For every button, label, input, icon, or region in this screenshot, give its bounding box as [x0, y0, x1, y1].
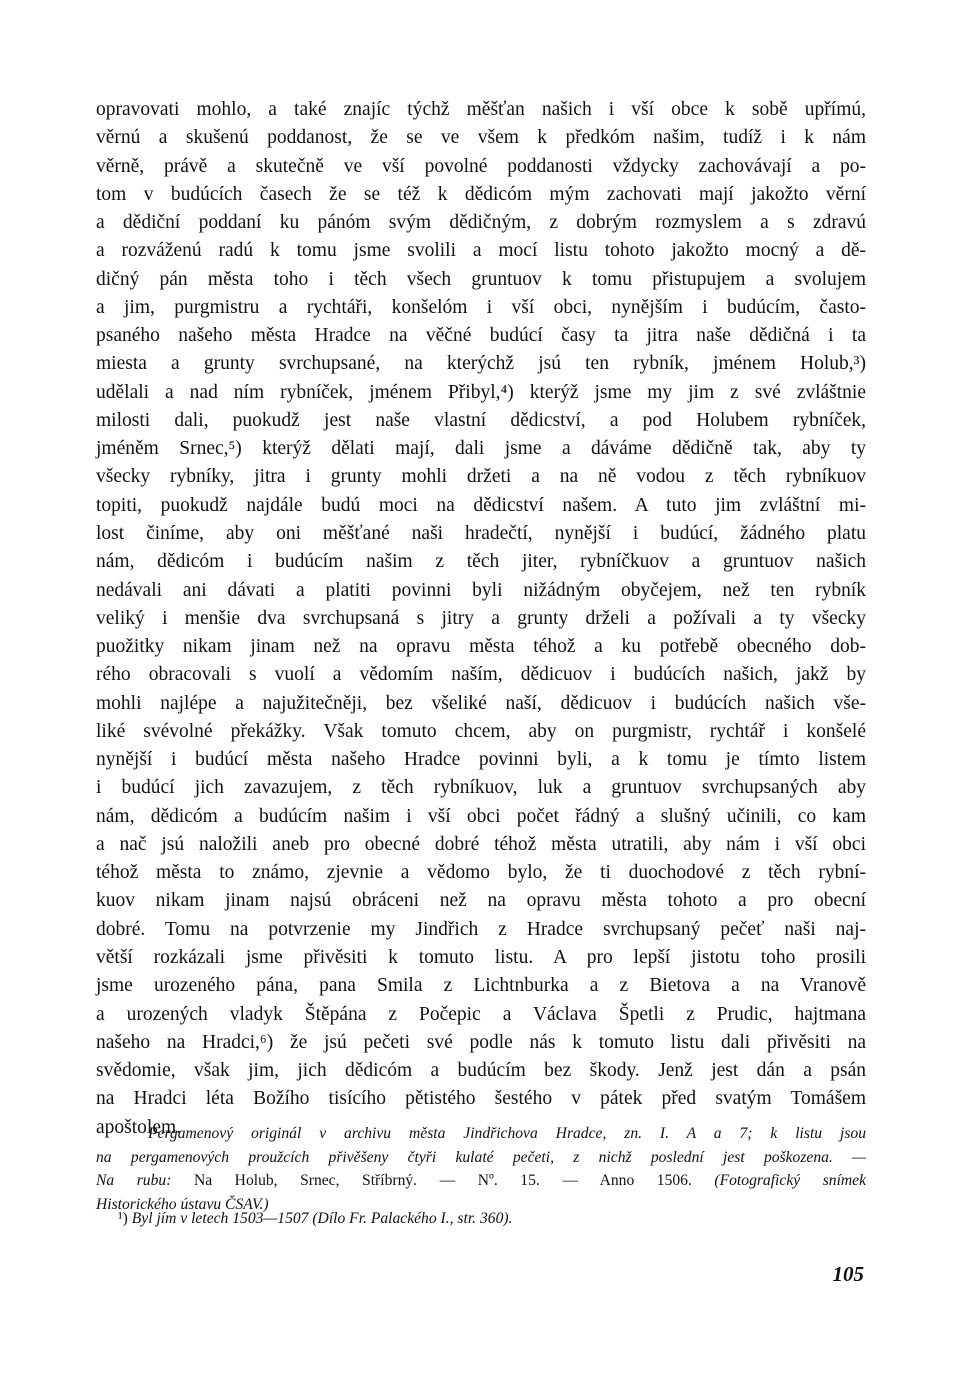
text-line: a jim, purgmistru a rychtáři, konšelóm i vší obci, nynějším i budúcím, často-	[96, 296, 866, 318]
page-number: 105	[832, 1262, 864, 1286]
text-line: všecky rybníky, jitra i grunty mohli držeti a na ně vodou z těch rybníkuov	[96, 466, 866, 488]
text-line: milosti dali, puokudž jest naše vlastní dědicství, a pod Holubem rybníček,	[96, 409, 866, 431]
text-line: dobré. Tomu na potvrzenie my Jindřich z Hradce svrchupsaný pečeť naši naj-	[96, 918, 866, 940]
text-line: dičný pán města toho i těch všech gruntuov k tomu přistupujem a svolujem	[96, 268, 866, 290]
source-note-line: na pergamenových proužcích přivěšeny čtyři kulaté pečeti, z nichž poslední jest poškozena. —	[96, 1148, 866, 1166]
footnote-text: Byl jím v letech 1503—1507 (Dílo Fr. Palackého I., str. 360).	[131, 1210, 513, 1227]
text-line: nynější i budúcí města našeho Hradce povinni byli, a k tomu je tímto listem	[96, 749, 866, 771]
text-line: na Hradci léta Božího tisícího pětistého šestého v pátek před svatým Tomášem	[96, 1088, 866, 1110]
text-line: veliký i menšie dva svrchupsaná s jitry a grunty drželi a požívali a ty všecky	[96, 607, 866, 629]
body-text	[96, 96, 866, 1142]
verso-label: Na rubu:	[96, 1172, 172, 1189]
text-line: puožitky nikam jinam než na opravu města téhož a ku potřebě obecného dob-	[96, 636, 866, 658]
text-line: opravovati mohlo, a také znajíc týchž měšťan našich i vší obce k sobě upřímú,	[96, 99, 866, 120]
text-line: našeho na Hradci,⁶) že jsú pečeti své podle nás k tomuto listu dali přivěsiti na	[96, 1031, 866, 1053]
text-line: téhož města to známo, zjevnie a vědomo bylo, že ti duochodové z těch rybní-	[96, 862, 866, 884]
source-note-line	[96, 1169, 866, 1193]
photo-credit-start: (Fotografický snímek	[714, 1172, 867, 1189]
text-line: miesta a grunty svrchupsané, na kterýchž jsú ten rybník, jménem Holub,³)	[96, 353, 866, 375]
text-line: větší rozkázali jsme přivěsiti k tomuto listu. A pro lepší jistotu toho prosili	[96, 946, 866, 968]
text-line: topiti, puokudž najdále budú moci na dědicství našem. A tuto jim zvláštní mi-	[96, 494, 866, 516]
text-line: jméněm Srnec,⁵) kterýž dělati mají, dali jsme a dáváme dědičně tak, aby ty	[96, 438, 866, 460]
text-line: liké svévolné překážky. Však tomuto chcem, aby on purgmistr, rychtář i konšelé	[96, 720, 866, 742]
source-note	[96, 1122, 866, 1216]
text-line: kuov nikam jinam najsú obráceni než na opravu města tohoto a pro obecní	[96, 890, 866, 912]
footnote	[96, 1207, 888, 1231]
text-line: psaného našeho města Hradce na věčné budúcí časy ta jitra naše dědičná i ta	[96, 325, 866, 347]
verso-text: Na Holub, Srnec, Stříbrný. — Nº. 15. — Anno 1506.	[193, 1172, 692, 1189]
text-line: apoštolem.	[96, 1116, 182, 1138]
source-note-line: Historického ústavu ČSAV.)	[96, 1195, 269, 1213]
text-line: tom v budúcích časech že se též k dědicóm mým zachovati mají jakožto věrní	[96, 183, 866, 205]
text-line: a rozváženú radú k tomu jsme svolili a mocí listu tohoto jakožto mocný a dě-	[96, 240, 866, 262]
footnote-marker: ¹)	[118, 1210, 128, 1227]
text-line: svědomie, však jim, jich dědicóm a budúcím bez škody. Jenž jest dán a psán	[96, 1060, 866, 1082]
source-note-line: Pergamenový originál v archivu města Jindřichova Hradce, zn. I. A a 7; k listu jsou	[148, 1125, 866, 1142]
text-line: mohli najlépe a najužitečněji, bez všeliké naší, dědicuov i budúcích našich vše-	[96, 692, 866, 714]
text-line: udělali a nad ním rybníček, jménem Přibyl,⁴) kterýž jsme my jim z své zvláštnie	[96, 381, 866, 403]
text-line: věrně, právě a skutečně ve vší povolné poddanosti vždycky zachovávají a po-	[96, 155, 866, 177]
text-line: lost činíme, aby oni měšťané naši hradečtí, nynější i budúcí, žádného platu	[96, 522, 866, 544]
text-line: a nač jsú naložili aneb pro obecné dobré téhož města utratili, aby nám i vší obci	[96, 833, 866, 855]
text-line: a urozených vladyk Štěpána z Počepic a Václava Špetli z Prudic, hajtmana	[96, 1003, 866, 1025]
text-line: rého obracovali s vuolí a vědomím naším, dědicuov i budúcích našich, jakž by	[96, 664, 866, 686]
text-line: nedávali ani dávati a platiti povinni byli nižádným obyčejem, než ten rybník	[96, 579, 866, 601]
text-line: i budúcí jich zavazujem, z těch rybníkuov, luk a gruntuov svrchupsaných aby	[96, 777, 866, 799]
text-line: nám, dědicóm a budúcím našim i vší obci počet řádný a slušný učinili, co kam	[96, 805, 866, 827]
text-line: a dědiční poddaní ku pánóm svým dědičným, z dobrým rozmyslem a s zdravú	[96, 212, 866, 234]
text-line: věrnú a skušenú poddanost, že se ve všem k předkóm našim, tudíž i k nám	[96, 127, 866, 149]
text-line: nám, dědicóm i budúcím našim z těch jiter, rybníčkuov a gruntuov našich	[96, 551, 866, 573]
text-line: jsme urozeného pána, pana Smila z Lichtnburka a z Bietova a na Vranově	[96, 975, 866, 997]
